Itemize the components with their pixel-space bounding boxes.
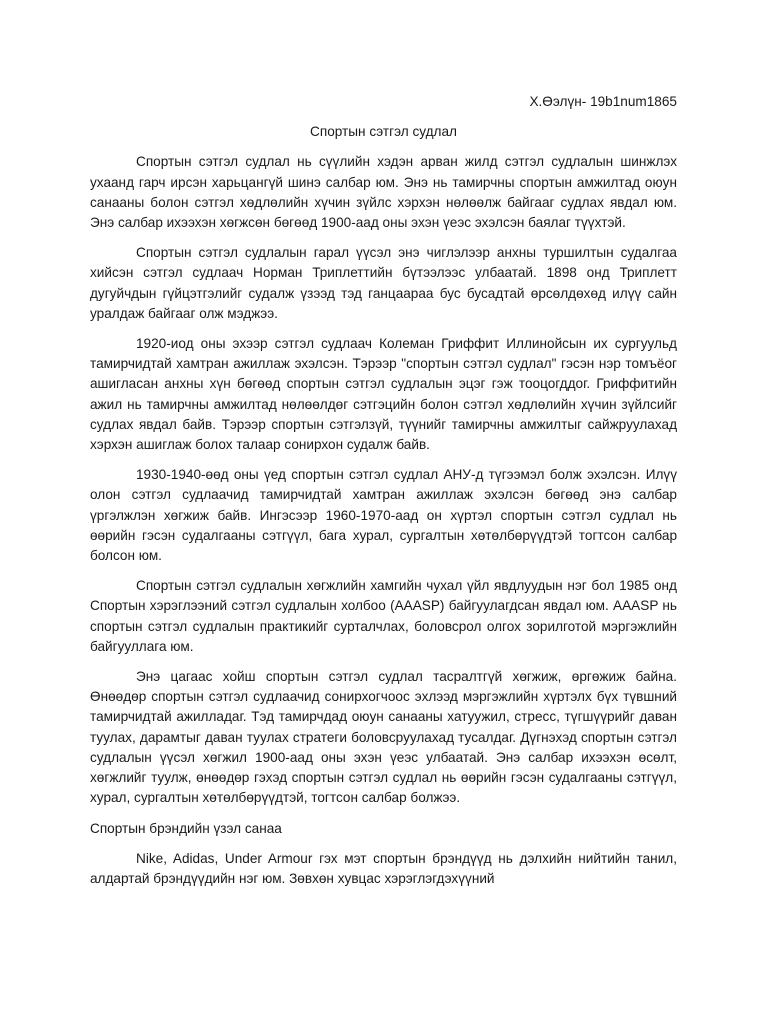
paragraph: 1920-иод оны эхээр сэтгэл судлаач Колеман Гриффит Иллинойсын их сургуульд тамирчидтай хамтран ажиллаж эхэлсэн. Тэрээр "спортын сэтгэл судлал" гэсэн нэр томъёог ашигласан анхны хүн бөгөөд спортын сэтгэл судлалын эцэг гэж тооцогддог. Гриффитийн ажил нь тамирчны амжилтад нөлөөлдөг сэтгэцийн болон сэтгэл хөдлөлийн хүчин зүйлсийг судлах явдал байв. Тэрээр спортын сэтгэлзүй, түүнийг тамирчны амжилтыг сайжруулахад хэрхэн ашиглаж болох талаар сонирхон судалж байв. [90, 336, 677, 453]
section-heading: Спортын брэндийн үзэл санаа [90, 820, 282, 836]
document-page [90, 92, 677, 899]
paragraph: Спортын сэтгэл судлал нь сүүлийн хэдэн арван жилд сэтгэл судлалын шинжлэх ухаанд гарч ирсэн харьцангүй шинэ салбар юм. Энэ нь тамирчны спортын амжилтад оюун санааны болон сэтгэл хөдлөлийн хүчин зүйлс хэрхэн нөлөөлж байгааг судлах явдал юм. Энэ салбар ихээхэн хөгжсөн бөгөөд 1900-аад оны эхэн үеэс эхэлсэн баялаг түүхтэй. [90, 154, 677, 231]
paragraph: Энэ цагаас хойш спортын сэтгэл судлал тасралтгүй хөгжиж, өргөжиж байна. Өнөөдөр спортын сэтгэл судлаачид сонирхогчоос эхлээд мэргэжлийн хүртэлх бүх түвшний тамирчидтай ажилладаг. Тэд тамирчдад оюун санааны хатуужил, стресс, түгшүүрийг даван туулах, дарамтыг даван туулах стратеги боловсруулахад тусалдаг. Дүгнэхэд спортын сэтгэл судлалын үүсэл хөгжил 1900-аад оны эхэн үеэс улбаатай. Энэ салбар ихээхэн өсөлт, хөгжлийг туулж, өнөөдөр гэхэд спортын сэтгэл судлал нь өөрийн гэсэн судалгааны сэтгүүл, хурал, сургалтын хөтөлбөрүүдтэй, тогтсон салбар болжээ. [90, 669, 677, 806]
paragraph: Спортын сэтгэл судлалын хөгжлийн хамгийн чухал үйл явдлуудын нэг бол 1985 онд Спортын хэрэглээний сэтгэл судлалын холбоо (AAASP) байгуулагдсан явдал юм. AAASP нь спортын сэтгэл судлалын практикийг сурталчлах, боловсрол олгох зорилготой мэргэжлийн байгууллага юм. [90, 578, 677, 654]
document-title: Спортын сэтгэл судлал [310, 124, 457, 140]
paragraph: Nike, Adidas, Under Armour гэх мэт спортын брэндүүд нь дэлхийн нийтийн танил, алдартай брэндүүдийн нэг юм. Зөвхөн хувцас хэрэглэгдэхүүний [90, 850, 677, 886]
paragraph: Спортын сэтгэл судлалын гарал үүсэл энэ чиглэлээр анхны туршилтын судалгаа хийсэн сэтгэл судлаач Норман Триплеттийн бүтээлээс улбаатай. 1898 онд Триплетт дугуйчдын гүйцэтгэлийг судалж үзээд тэд ганцаараа бус бусадтай өрсөлдөхөд илүү сайн уралдаж байгааг олж мэджээ. [90, 245, 677, 321]
author-line: Х.Өэлүн- 19b1num1865 [529, 94, 677, 109]
paragraph: 1930-1940-өөд оны үед спортын сэтгэл судлал АНУ-д түгээмэл болж эхэлсэн. Илүү олон сэтгэл судлаачид тамирчидтай хамтран ажиллаж эхэлсэн бөгөөд энэ салбар үргэлжлэн хөгжиж байв. Ингэсээр 1960-1970-аад он хүртэл спортын сэтгэл судлал нь өөрийн гэсэн судалгааны сэтгүүл, бага хурал, сургалтын хөтөлбөрүүдтэй тогтсон салбар болсон юм. [90, 467, 677, 564]
